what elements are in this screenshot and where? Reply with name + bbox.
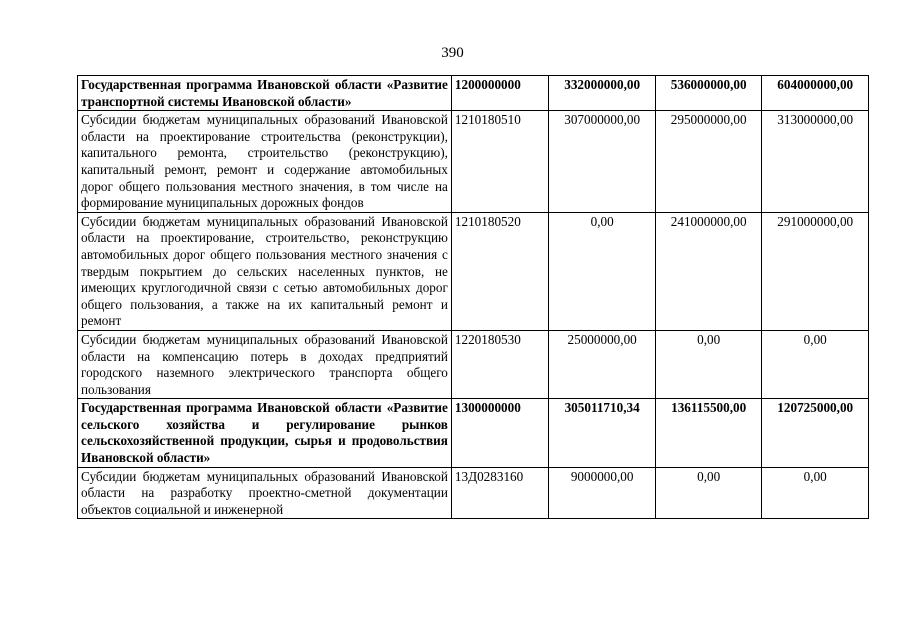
row-amount-1: 9000000,00 [549, 467, 656, 519]
row-amount-2: 136115500,00 [655, 399, 762, 467]
row-amount-2: 536000000,00 [655, 76, 762, 111]
row-name: Государственная программа Ивановской области «Развитие транспортной системы Ивановской области» [78, 76, 452, 111]
row-amount-2: 0,00 [655, 330, 762, 398]
row-amount-3: 313000000,00 [762, 111, 869, 213]
row-amount-1: 0,00 [549, 212, 656, 330]
row-name: Государственная программа Ивановской области «Развитие сельского хозяйства и регулирование рынков сельскохозяйственной продукции, сырья и продовольствия Ивановской области» [78, 399, 452, 467]
table-row [78, 212, 869, 330]
row-name: Субсидии бюджетам муниципальных образований Ивановской области на разработку проектно-сметной документации объектов социальной и инженерной [78, 467, 452, 519]
table-row [78, 330, 869, 398]
row-amount-1: 305011710,34 [549, 399, 656, 467]
budget-table [77, 75, 869, 519]
row-code: 1300000000 [451, 399, 548, 467]
page-number: 390 [441, 45, 464, 61]
row-name: Субсидии бюджетам муниципальных образований Ивановской области на компенсацию потерь в доходах предприятий городского наземного электрического транспорта общего пользования [78, 330, 452, 398]
row-amount-2: 295000000,00 [655, 111, 762, 213]
row-amount-3: 120725000,00 [762, 399, 869, 467]
table-row [78, 467, 869, 519]
row-code: 1200000000 [451, 76, 548, 111]
table-row [78, 76, 869, 111]
row-name: Субсидии бюджетам муниципальных образований Ивановской области на проектирование строительства (реконструкции), капитального ремонта, строительство (реконструкцию), капитальный ремонт, ремонт и содержание автомобильных дорог общего пользования местного значения, в том числе на формирование муниципальных дорожных фондов [78, 111, 452, 213]
row-amount-3: 0,00 [762, 467, 869, 519]
row-amount-3: 291000000,00 [762, 212, 869, 330]
table-row [78, 111, 869, 213]
row-amount-3: 604000000,00 [762, 76, 869, 111]
row-code: 1210180520 [451, 212, 548, 330]
row-amount-1: 332000000,00 [549, 76, 656, 111]
row-amount-1: 307000000,00 [549, 111, 656, 213]
row-amount-2: 241000000,00 [655, 212, 762, 330]
row-code: 1220180530 [451, 330, 548, 398]
row-name: Субсидии бюджетам муниципальных образований Ивановской области на проектирование, строительство, реконструкцию автомобильных дорог общего пользования местного значения с твердым покрытием до сельских населенных пунктов, не имеющих круглогодичной связи с сетью автомобильных дорог общего пользования, а также на их капитальный ремонт и ремонт [78, 212, 452, 330]
table-row [78, 399, 869, 467]
row-amount-3: 0,00 [762, 330, 869, 398]
row-amount-1: 25000000,00 [549, 330, 656, 398]
row-code: 13Д0283160 [451, 467, 548, 519]
row-code: 1210180510 [451, 111, 548, 213]
row-amount-2: 0,00 [655, 467, 762, 519]
